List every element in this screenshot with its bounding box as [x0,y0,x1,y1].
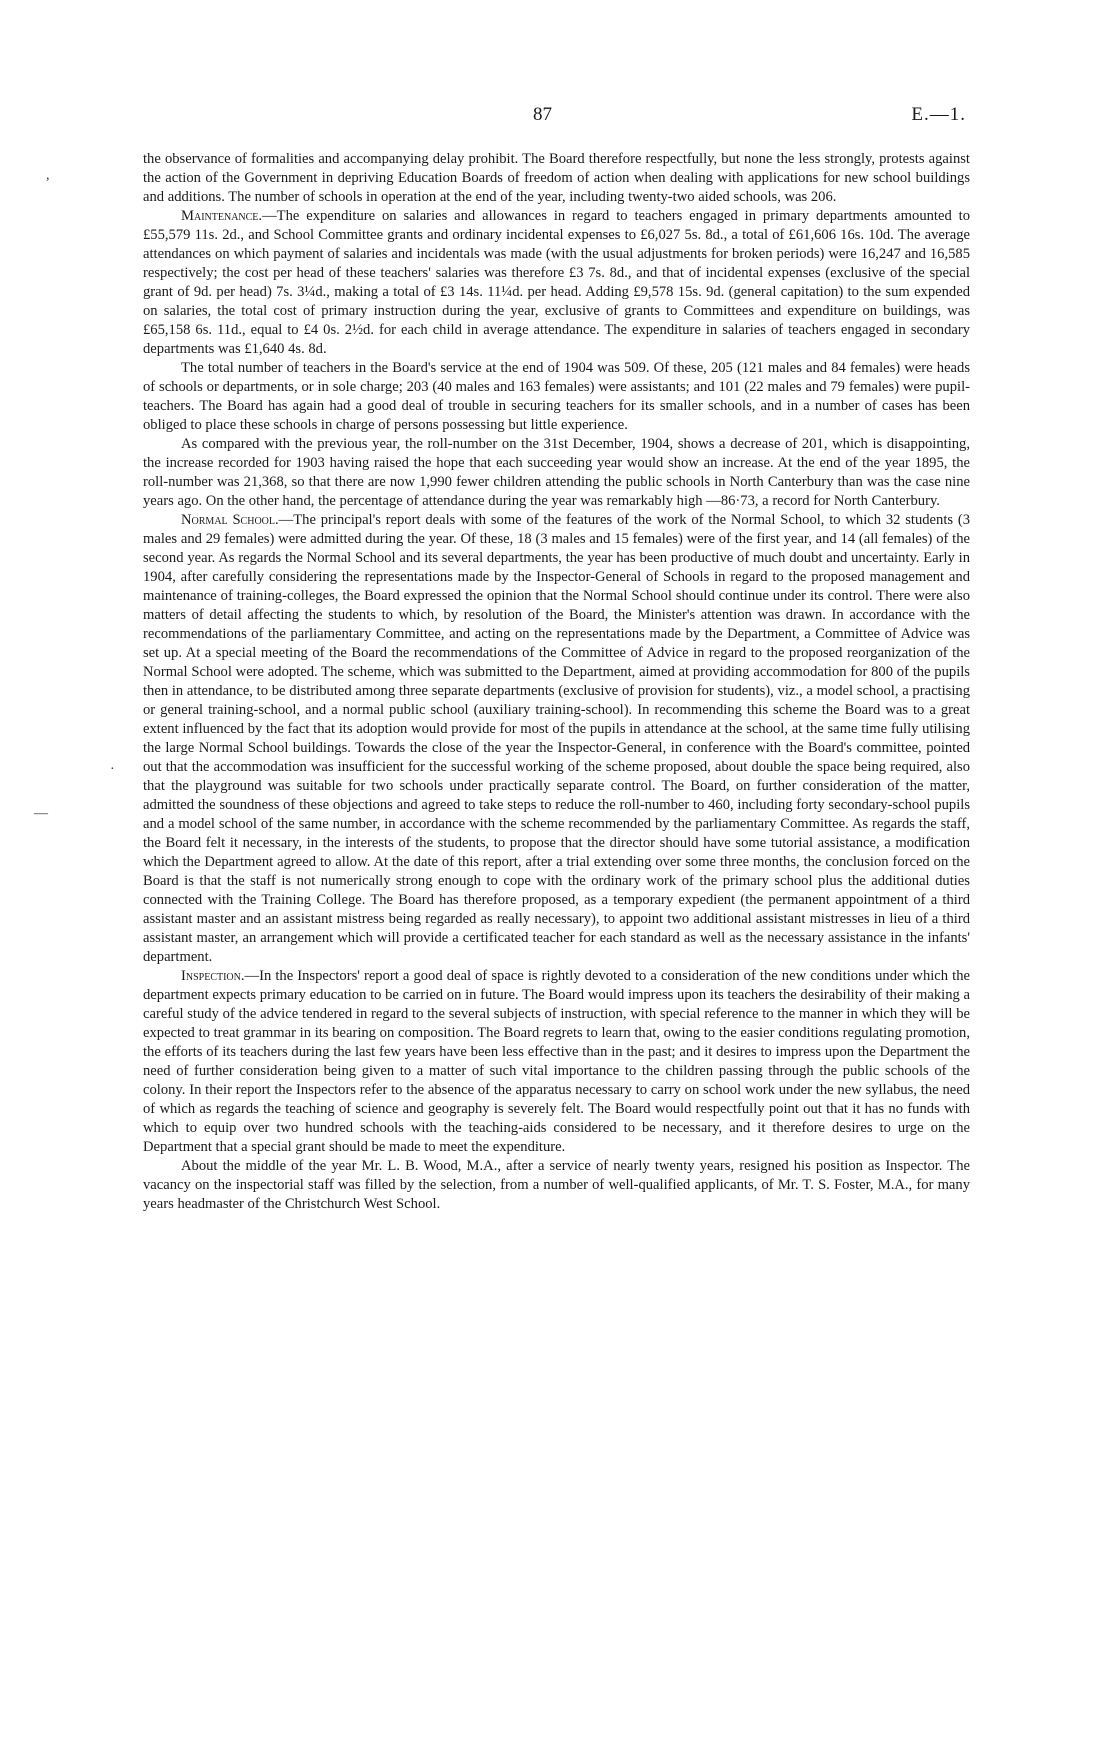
paragraph-text: About the middle of the year Mr. L. B. Wood, M.A., after a service of nearly twenty years, resigned his position as Inspector. The vacancy on the inspectorial staff was filled by the selection, from a number of well-qualified applicants, of Mr. T. S. Foster, M.A., for many years headmaster of the Christchurch West School. [143,1158,970,1212]
section-heading: Maintenance. [181,208,263,224]
paragraph-text: —The principal's report deals with some of the features of the work of the Normal School, to which 32 students (3 males and 29 females) were admitted during the year. Of these, 18 (3 males and 15 females) were of the first year, and 14 (all females) of the second year. As regards the Normal School and its several departments, the year has been productive of much doubt and uncertainty. Early in 1904, after carefully considering the representations made by the Inspector-General of Schools in regard to the proposed management and maintenance of training-colleges, the Board expressed the opinion that the Normal School should continue under its control. There were also matters of detail affecting the students to which, by resolution of the Board, the Minister's attention was drawn. In accordance with the recommendations of the parliamentary Committee, and acting on the representations made by the Department, a Committee of Advice was set up. At a special meeting of the Board the recommendations of the Committee of Advice in regard to the proposed reorganization of the Normal School were adopted. The scheme, which was submitted to the Department, aimed at providing accommodation for 800 of the pupils then in attendance, to be distributed among three separate departments (exclusive of provision for students), viz., a model school, a practising or general training-school, and a normal public school (auxiliary training-school). In recommending this scheme the Board was to a great extent influenced by the fact that its adoption would provide for most of the pupils in attendance at the school, at the same time fully utilising the large Normal School buildings. Towards the close of the year the Inspector-General, in conference with the Board's committee, pointed out that the accommodation was insufficient for the successful working of the scheme proposed, about double the space being required, also that the playground was suitable for two schools under practically separate control. The Board, on further consideration of the matter, admitted the soundness of these objections and agreed to take steps to reduce the roll-number to 460, including forty secondary-school pupils and a model school of the same number, in accordance with the scheme recommended by the parliamentary Committee. As regards the staff, the Board felt it necessary, in the interests of the students, to propose that the director should have some tutorial assistance, a modification which the Department agreed to allow. At the date of this report, after a trial extending over some three months, the conclusion forced on the Board is that the staff is not numerically strong enough to cope with the ordinary work of the primary school plus the additional duties connected with the Training College. The Board has therefore proposed, as a temporary expedient (the permanent appointment of a third assistant master and an assistant mistress being regarded as really necessary), to appoint two additional assistant mistresses in lieu of a third assistant master, an arrangement which will provide a certificated teacher for each standard as well as the necessary assistance in the infants' department. [143,512,970,965]
paragraph-normal-school [143,511,970,967]
paragraph-teachers [143,359,970,435]
paragraph-text: —In the Inspectors' report a good deal of space is rightly devoted to a consideration of the new conditions under which the department expects primary education to be carried on in future. The Board would impress upon its teachers the desirability of their making a careful study of the advice tendered in regard to the several subjects of instruction, with special reference to the manner in which they will be expected to treat grammar in its bearing on composition. The Board regrets to learn that, owing to the easier conditions regulating promotion, the efforts of its teachers during the last few years have been less effective than in the past; and it desires to impress upon the Department the need of further consideration being given to a matter of such vital importance to the children passing through the public schools of the colony. In their report the Inspectors refer to the absence of the apparatus necessary to carry on school work under the new syllabus, the need of which as regards the teaching of science and geography is severely felt. The Board would respectfully point out that it has no funds with which to equip over two hundred schools with the teaching-aids considered to be necessary, and it therefore desires to urge on the Department that a special grant should be made to meet the expenditure. [143,968,970,1155]
paragraph-maintenance [143,207,970,359]
paragraph-inspection [143,967,970,1157]
paragraph-text: —The expenditure on salaries and allowances in regard to teachers engaged in primary departments amounted to £55,579 11s. 2d., and School Committee grants and ordinary incidental expenses to £6,027 5s. 8d., a total of £61,606 16s. 10d. The average attendances on which payment of salaries and incidentals was made (with the usual adjustments for broken periods) were 16,247 and 16,585 respectively; the cost per head of these teachers' salaries was therefore £3 7s. 8d., and that of incidental expenses (exclusive of the special grant of 9d. per head) 7s. 3¼d., making a total of £3 14s. 11¼d. per head. Adding £9,578 15s. 9d. (general capitation) to the sum expended on salaries, the total cost of primary instruction during the year, exclusive of grants to Committees and expenditure on buildings, was £65,158 6s. 11d., equal to £4 0s. 2½d. for each child in average attendance. The expenditure in salaries of teachers engaged in secondary departments was £1,640 4s. 8d. [143,208,970,357]
section-heading: Inspection. [181,968,245,984]
section-heading: Normal School. [181,512,279,528]
paragraph-text: the observance of formalities and accompanying delay prohibit. The Board therefore respectfully, but none the less strongly, protests against the action of the Government in depriving Education Boards of freedom of action when dealing with applications for new school buildings and additions. The number of schools in operation at the end of the year, including twenty-two aided schools, was 206. [143,151,970,205]
document-code: E.—1. [911,104,966,125]
margin-dot-mark: · [110,762,115,777]
paragraph-intro [143,150,970,207]
margin-tick-mark: , [46,168,50,183]
page-number: 87 [533,104,552,125]
paragraph-text: The total number of teachers in the Board's service at the end of 1904 was 509. Of these, 205 (121 males and 84 females) were heads of schools or departments, or in sole charge; 203 (40 males and 163 females) were assistants; and 101 (22 males and 79 females) were pupil-teachers. The Board has again had a good deal of trouble in securing teachers for its smaller schools, and in a number of cases has been obliged to place these schools in charge of persons possessing but little experience. [143,360,970,433]
margin-dash-mark: — [34,806,48,821]
paragraph-text: As compared with the previous year, the roll-number on the 31st December, 1904, shows a decrease of 201, which is disappointing, the increase recorded for 1903 having raised the hope that each succeeding year would show an increase. At the end of the year 1895, the roll-number was 21,368, so that there are now 1,990 fewer children attending the public schools in North Canterbury than was the case nine years ago. On the other hand, the percentage of attendance during the year was remarkably high —86·73, a record for North Canterbury. [143,436,970,509]
paragraph-inspector-change [143,1157,970,1214]
page-header [0,104,1114,128]
paragraph-roll-number [143,435,970,511]
document-body [143,150,970,1214]
